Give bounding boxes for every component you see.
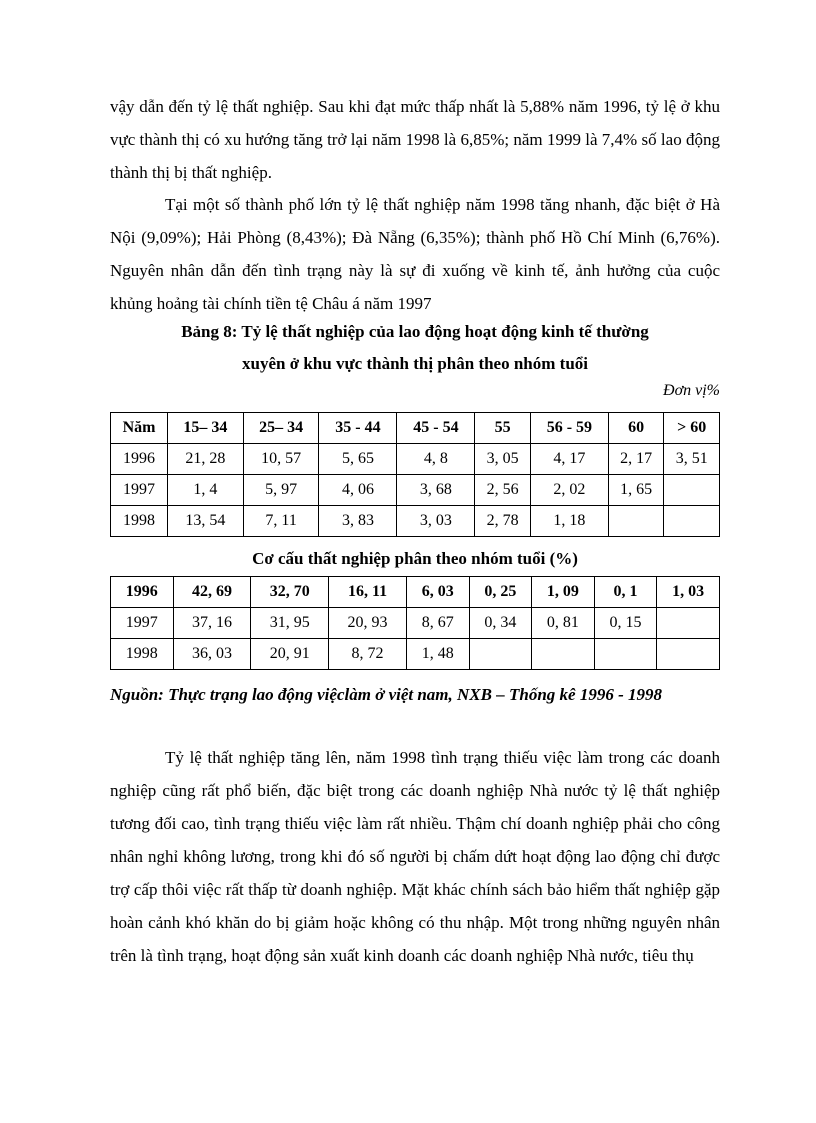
table-cell: 1, 09 <box>532 577 595 608</box>
table-cell: 3, 51 <box>664 444 720 475</box>
table1-header-cell: 35 - 44 <box>319 413 397 444</box>
table-cell: 16, 11 <box>329 577 407 608</box>
table1-header-cell: 56 - 59 <box>530 413 608 444</box>
table-row <box>111 577 720 608</box>
table-cell <box>664 506 720 537</box>
table1-header-cell: > 60 <box>664 413 720 444</box>
table-cell: 32, 70 <box>251 577 329 608</box>
table-cell: 5, 65 <box>319 444 397 475</box>
table1-header-cell: 25– 34 <box>243 413 319 444</box>
table-cell: 2, 78 <box>475 506 531 537</box>
table-row <box>111 475 720 506</box>
table-cell: 31, 95 <box>251 608 329 639</box>
table-cell: 2, 56 <box>475 475 531 506</box>
paragraph-3: Tỷ lệ thất nghiệp tăng lên, năm 1998 tình trạng thiếu việc làm trong các doanh nghiệp cũng rất phổ biến, đặc biệt trong các doanh nghiệp Nhà nước tỷ lệ thất nghiệp tương đối cao, tình trạng thiếu việc làm rất nhiều. Thậm chí doanh nghiệp phải cho công nhân nghỉ không lương, trong khi đó số người bị chấm dứt hoạt động lao động chỉ được trợ cấp thôi việc rất thấp từ doanh nghiệp. Mặt khác chính sách bảo hiểm thất nghiệp gặp hoàn cảnh khó khăn do bị giảm hoặc không có thu nhập. Một trong những nguyên nhân trên là tình trạng, hoạt động sản xuất kinh doanh các doanh nghiệp Nhà nước, tiêu thụ <box>110 748 720 965</box>
table-cell: 0, 1 <box>594 577 657 608</box>
table-cell <box>657 639 720 670</box>
table2 <box>110 576 720 670</box>
table-cell: 4, 06 <box>319 475 397 506</box>
table-cell <box>594 639 657 670</box>
table-cell: 37, 16 <box>173 608 251 639</box>
table-cell: 13, 54 <box>168 506 244 537</box>
table-cell: 2, 17 <box>608 444 664 475</box>
table-cell <box>532 639 595 670</box>
table-cell: 1, 4 <box>168 475 244 506</box>
table-cell: 3, 05 <box>475 444 531 475</box>
table-cell: 2, 02 <box>530 475 608 506</box>
table1-header-cell: Năm <box>111 413 168 444</box>
table-cell: 0, 25 <box>469 577 532 608</box>
table-cell: 0, 81 <box>532 608 595 639</box>
table1-title <box>110 316 720 380</box>
table-cell: 6, 03 <box>406 577 469 608</box>
table1-title-line1: Bảng 8: Tỷ lệ thất nghiệp của lao động hoạt động kinh tế thường <box>181 322 649 341</box>
table-cell: 1, 03 <box>657 577 720 608</box>
table1-header-cell: 15– 34 <box>168 413 244 444</box>
table-cell: 3, 03 <box>397 506 475 537</box>
table-row <box>111 639 720 670</box>
table-row <box>111 608 720 639</box>
table-cell: 42, 69 <box>173 577 251 608</box>
table-cell <box>664 475 720 506</box>
table-cell: 8, 72 <box>329 639 407 670</box>
table1-header-row <box>111 413 720 444</box>
table-cell <box>608 506 664 537</box>
table-cell: 10, 57 <box>243 444 319 475</box>
table-cell: 8, 67 <box>406 608 469 639</box>
table1-unit: Đơn vị% <box>663 382 720 399</box>
table-cell: 3, 68 <box>397 475 475 506</box>
paragraph-2: Tại một số thành phố lớn tỷ lệ thất nghiệp năm 1998 tăng nhanh, đặc biệt ở Hà Nội (9,09%); Hải Phòng (8,43%); Đà Nẵng (6,35%); thành phố Hồ Chí Minh (6,76%). Nguyên nhân dẫn đến tình trạng này là sự đi xuống về kinh tế, ảnh hưởng của cuộc khủng hoảng tài chính tiền tệ Châu á năm 1997 <box>110 195 720 313</box>
table-cell <box>469 639 532 670</box>
table-cell: 4, 17 <box>530 444 608 475</box>
table-cell: 21, 28 <box>168 444 244 475</box>
table-cell <box>657 608 720 639</box>
table-cell: 1997 <box>111 608 174 639</box>
table-cell: 5, 97 <box>243 475 319 506</box>
table-cell: 1997 <box>111 475 168 506</box>
table-cell: 1, 48 <box>406 639 469 670</box>
table-cell: 0, 34 <box>469 608 532 639</box>
table-cell: 1, 65 <box>608 475 664 506</box>
table2-title: Cơ cấu thất nghiệp phân theo nhóm tuổi (%) <box>252 549 578 568</box>
table-row <box>111 444 720 475</box>
table-cell: 1998 <box>111 506 168 537</box>
table-cell: 7, 11 <box>243 506 319 537</box>
table-cell: 20, 93 <box>329 608 407 639</box>
table1-header-cell: 45 - 54 <box>397 413 475 444</box>
table-cell: 1996 <box>111 444 168 475</box>
table-cell: 1, 18 <box>530 506 608 537</box>
table-row <box>111 506 720 537</box>
table-cell: 4, 8 <box>397 444 475 475</box>
table-cell: 20, 91 <box>251 639 329 670</box>
table1-title-line2: xuyên ở khu vực thành thị phân theo nhóm tuổi <box>241 354 589 373</box>
table-cell: 1998 <box>111 639 174 670</box>
table-cell: 0, 15 <box>594 608 657 639</box>
source-note: Nguồn: Thực trạng lao động việclàm ở việt nam, NXB – Thống kê 1996 - 1998 <box>110 685 662 704</box>
table1-header-cell: 60 <box>608 413 664 444</box>
table-cell: 36, 03 <box>173 639 251 670</box>
table-cell: 1996 <box>111 577 174 608</box>
table-cell: 3, 83 <box>319 506 397 537</box>
table1-header-cell: 55 <box>475 413 531 444</box>
paragraph-1: vậy dẫn đến tỷ lệ thất nghiệp. Sau khi đạt mức thấp nhất là 5,88% năm 1996, tỷ lệ ở khu vực thành thị có xu hướng tăng trở lại năm 1998 là 6,85%; năm 1999 là 7,4% số lao động thành thị bị thất nghiệp. <box>110 97 720 182</box>
table1 <box>110 412 720 537</box>
